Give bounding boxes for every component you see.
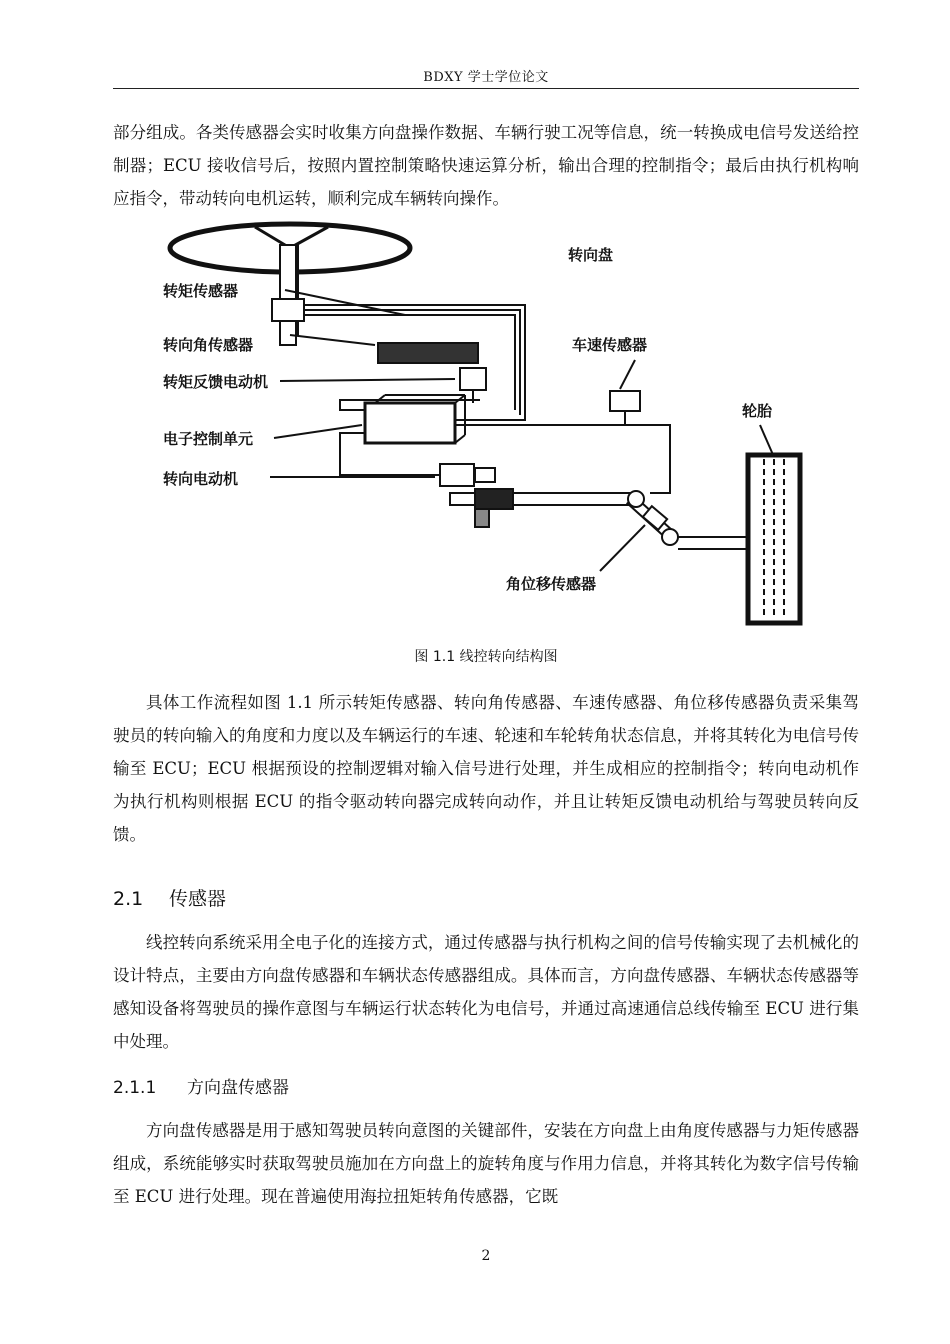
paragraph-4: 方向盘传感器是用于感知驾驶员转向意图的关键部件，安装在方向盘上由角度传感器与力矩传感器组成，系统能够实时获取驾驶员施加在方向盘上的旋转角度与作用力信息，并将其转化为数字信号传输至 ECU 进行处理。现在普遍使用海拉扭矩转角传感器，它既 xyxy=(113,1121,859,1206)
section-title: 传感器 xyxy=(169,888,227,910)
label-tire: 轮胎 xyxy=(742,402,773,420)
label-displacement-sensor: 角位移传感器 xyxy=(506,575,597,593)
label-angle-sensor: 转向角传感器 xyxy=(163,336,254,354)
section-heading-2-1-1 xyxy=(113,1073,289,1098)
speed-sensor xyxy=(610,391,640,411)
subsection-title: 方向盘传感器 xyxy=(187,1078,289,1098)
steering-motor xyxy=(440,464,474,486)
subsection-number: 2.1.1 xyxy=(113,1078,157,1098)
label-torque-sensor: 转矩传感器 xyxy=(163,282,239,300)
label-ecu: 电子控制单元 xyxy=(163,430,254,448)
section-heading-2-1 xyxy=(113,884,226,911)
section-number: 2.1 xyxy=(113,888,144,910)
figure-caption: 图 1.1 线控转向结构图 xyxy=(414,649,558,665)
label-speed-sensor: 车速传感器 xyxy=(572,336,648,354)
gear-rack xyxy=(378,343,478,363)
steer-by-wire-figure xyxy=(150,215,830,630)
torque-sensor-block xyxy=(272,299,304,321)
page-number: 2 xyxy=(481,1248,491,1264)
steer-by-wire-diagram xyxy=(150,215,830,630)
paragraph-3: 线控转向系统采用全电子化的连接方式，通过传感器与执行机构之间的信号传输实现了去机械化的设计特点，主要由方向盘传感器和车辆状态传感器组成。具体而言，方向盘传感器、车辆状态传感器等感知设备将驾驶员的操作意图与车辆运行状态转化为电信号，并通过高速通信总线传输至 ECU 进行集中处理。 xyxy=(113,933,859,1051)
ecu-box xyxy=(365,403,455,443)
page-header: BDXY 学士学位论文 xyxy=(113,66,859,89)
label-steering-motor: 转向电动机 xyxy=(163,470,239,488)
label-feedback-motor: 转矩反馈电动机 xyxy=(163,373,269,391)
feedback-motor xyxy=(460,368,486,390)
paragraph-1: 部分组成。各类传感器会实时收集方向盘操作数据、车辆行驶工况等信息，统一转换成电信号发送给控制器；ECU 接收信号后，按照内置控制策略快速运算分析，输出合理的控制指令；最后由执行机构响应指令，带动转向电机运转，顺利完成车辆转向操作。 xyxy=(113,123,859,208)
paragraph-2: 具体工作流程如图 1.1 所示转矩传感器、转向角传感器、车速传感器、角位移传感器负责采集驾驶员的转向输入的角度和力度以及车辆运行的车速、轮速和车轮转角状态信息，并将其转化为电信号传输至 ECU；ECU 根据预设的控制逻辑对输入信号进行处理，并生成相应的控制指令；转向电动机作为执行机构则根据 ECU 的指令驱动转向器完成转向动作，并且让转矩反馈电动机给与驾驶员转向反馈。 xyxy=(113,693,859,844)
label-steering-wheel: 转向盘 xyxy=(568,246,614,264)
